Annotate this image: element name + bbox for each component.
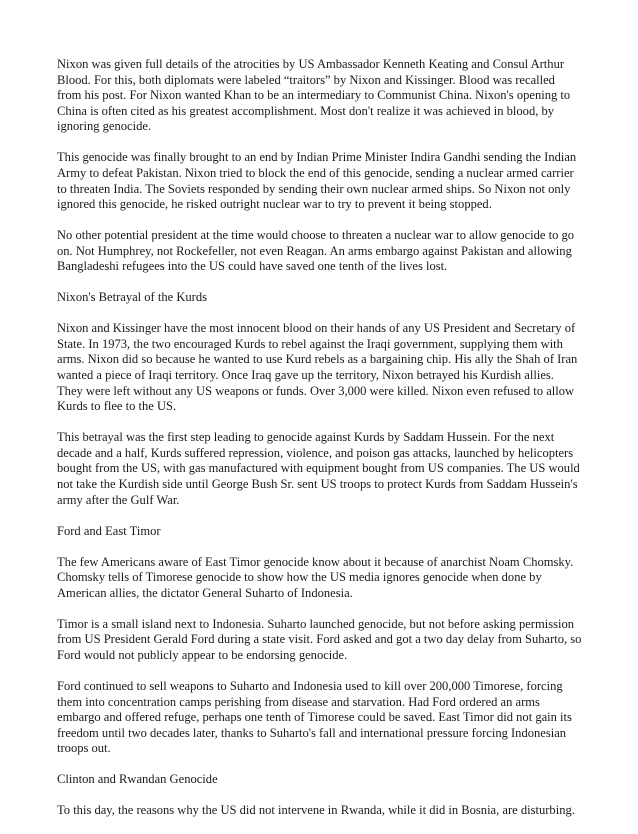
section-heading-kurds: Nixon's Betrayal of the Kurds [57, 290, 208, 305]
section-heading-rwanda: Clinton and Rwandan Genocide [57, 772, 218, 787]
paragraph-arms-embargo-pakistan: No other potential president at the time would choose to threaten a nuclear war to allow genocide to go on. Not Humphrey, not Rockefeller, not even Reagan. An arms embargo against Pakistan and allowing Bangladeshi refugees into the US could have saved one tenth of the lives lost. [57, 228, 575, 274]
paragraph-rwanda: To this day, the reasons why the US did not intervene in Rwanda, while it did in Bosnia, are disturbing. [57, 803, 575, 818]
paragraph-ford-weapons: Ford continued to sell weapons to Suharto and Indonesia used to kill over 200,000 Timorese, forcing them into concentration camps perishing from disease and starvation. Had Ford ordered an arms embargo and offered refuge, perhaps one tenth of Timorese could be saved. East Timor did not gain its freedom until two decades later, thanks to Suharto's fall and international pressure forcing Indonesian troops out. [57, 678, 572, 756]
paragraph-timor-suharto: Timor is a small island next to Indonesia. Suharto launched genocide, but not before asking permission from US President Gerald Ford during a state visit. Ford asked and got a two day delay from Suharto, so Ford would not publicly appear to be endorsing genocide. [57, 616, 582, 662]
paragraph-kurds-betrayal: Nixon and Kissinger have the most innocent blood on their hands of any US President and Secretary of State. In 1973, the two encouraged Kurds to rebel against the Iraqi government, supplying them with arms. Nixon did so because he wanted to use Kurd rebels as a bargaining chip. His ally the Shah of Iran wanted a piece of Iraqi territory. Once Iraq gave up the territory, Nixon betrayed his Kurdish allies. They were left without any US weapons or funds. Over 3,000 were killed. Nixon even refused to allow Kurds to flee to the US. [57, 321, 578, 414]
section-heading-east-timor: Ford and East Timor [57, 523, 161, 538]
paragraph-nixon-blood-telegram: Nixon was given full details of the atrocities by US Ambassador Kenneth Keating and Consul Arthur Blood. For this, both diplomats were labeled “traitors” by Nixon and Kissinger. Blood was recalled from his post. For Nixon wanted Khan to be an intermediary to Communist China. Nixon's opening to China is often cited as his greatest accomplishment. Most don't realize it was achieved in blood, by ignoring genocide. [57, 57, 571, 134]
paragraph-indira-gandhi: This genocide was finally brought to an end by Indian Prime Minister Indira Gandhi sending the Indian Army to defeat Pakistan. Nixon tried to block the end of this genocide, sending a nuclear armed carrier to threaten India. The Soviets responded by sending their own nuclear armed ships. So Nixon not only ignored this genocide, he risked outright nuclear war to try to prevent it being stopped. [57, 150, 577, 212]
paragraph-chomsky: The few Americans aware of East Timor genocide know about it because of anarchist Noam Chomsky. Chomsky tells of Timorese genocide to show how the US media ignores genocide when done by American allies, the dictator General Suharto of Indonesia. [57, 554, 574, 600]
paragraph-saddam-genocide: This betrayal was the first step leading to genocide against Kurds by Saddam Hussein. For the next decade and a half, Kurds suffered repression, violence, and poison gas attacks, launched by helicopters bought from the US, with gas manufactured with equipment bought from US companies. The US would not take the Kurdish side until George Bush Sr. sent US troops to protect Kurds from Saddam Hussein's army after the Gulf War. [57, 430, 580, 507]
document-body [57, 57, 582, 834]
